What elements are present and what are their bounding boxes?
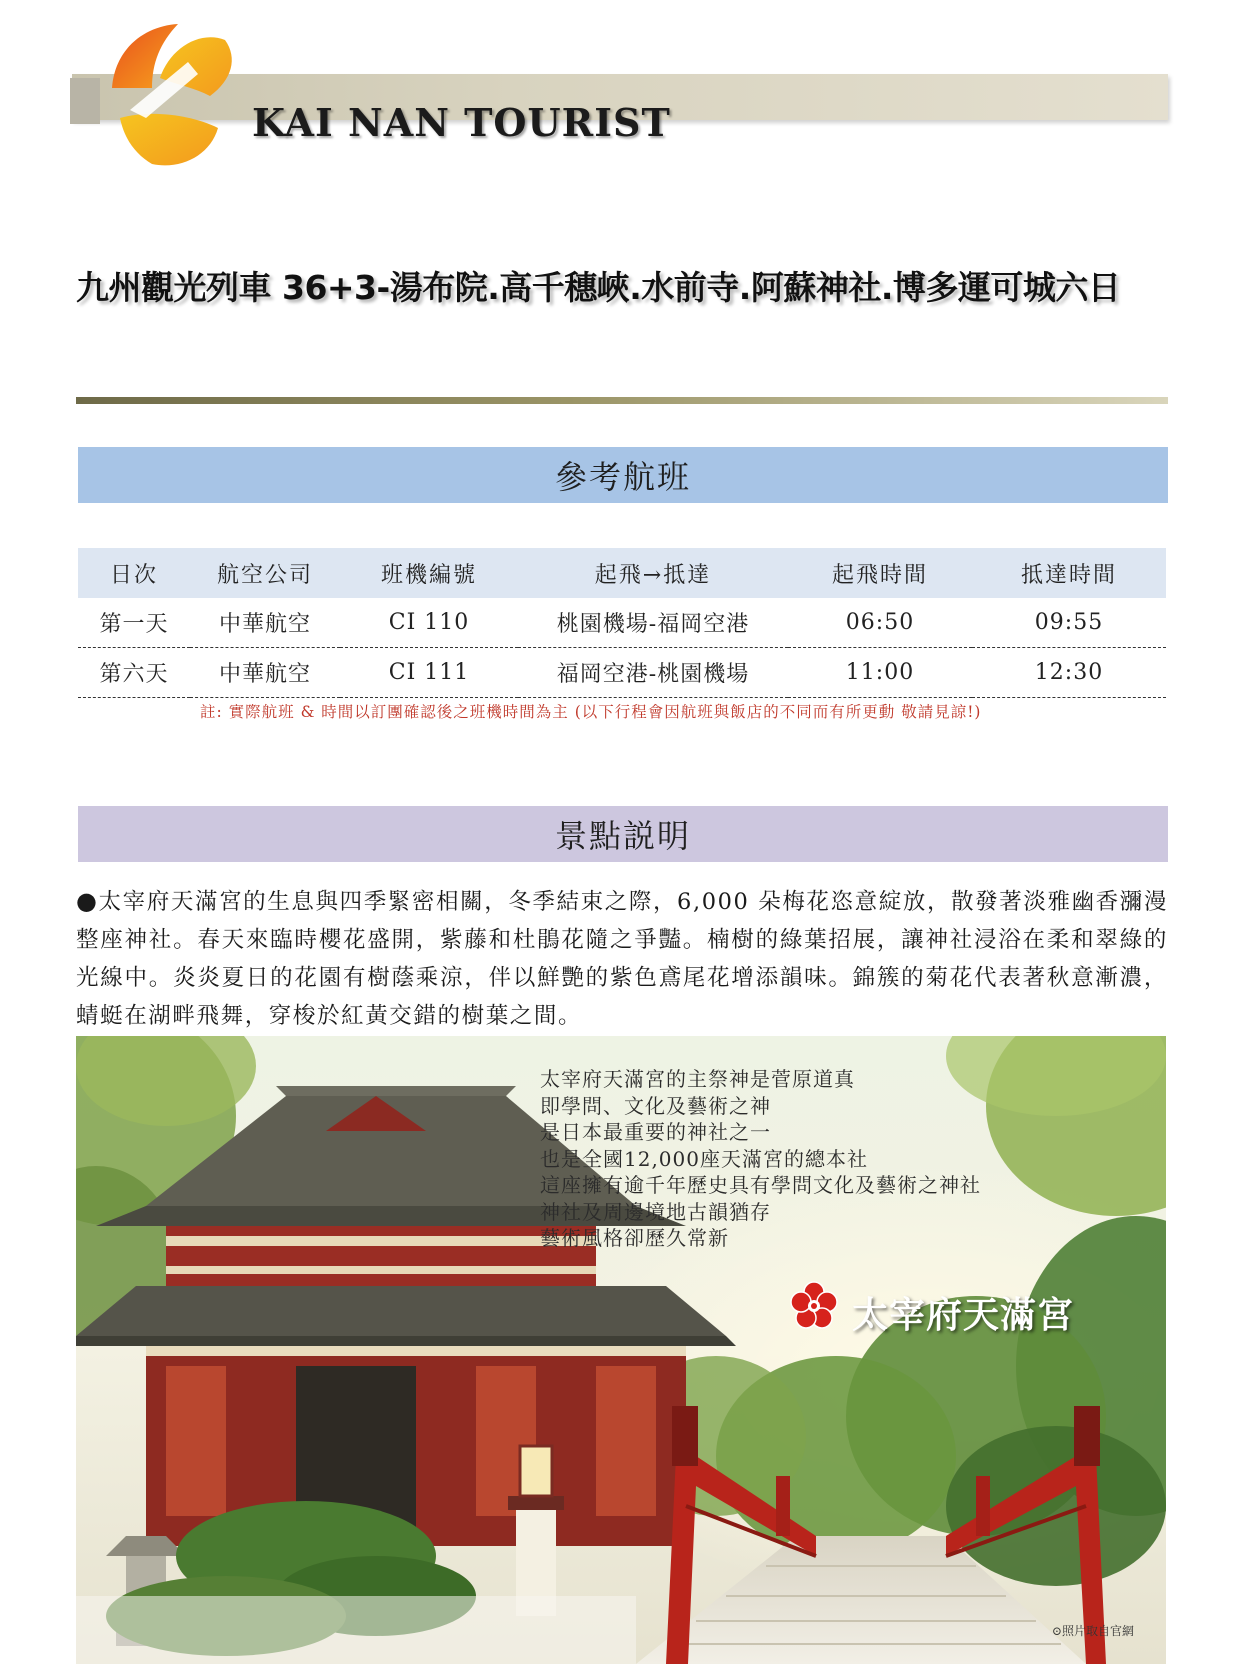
- table-cell: 09:55: [972, 598, 1166, 648]
- table-cell: 桃園機場-福岡空港: [518, 598, 788, 648]
- table-cell: 06:50: [788, 598, 972, 648]
- table-cell: 中華航空: [190, 648, 340, 698]
- flight-note: 註: 實際航班 & 時間以訂團確認後之班機時間為主 (以下行程會因航班與飯店的不同而有所更動 敬請見諒!): [200, 703, 982, 721]
- caption-line: 太宰府天滿宮的主祭神是菅原道真: [540, 1067, 855, 1091]
- page-title: 九州觀光列車 36+3-湯布院.高千穗峽.水前寺.阿蘇神社.博多運可城六日: [76, 268, 1121, 307]
- caption-line: 是日本最重要的神社之一: [540, 1120, 771, 1144]
- brand-name: KAI NAN TOURIST: [252, 100, 671, 145]
- table-cell: 福岡空港-桃園機場: [518, 648, 788, 698]
- flight-table: [78, 548, 1166, 698]
- shrine-name: 太宰府天滿宮: [852, 1294, 1075, 1336]
- spot-description: [76, 882, 1168, 1035]
- table-cell: 第一天: [78, 598, 190, 648]
- caption-line: 神社及周邊境地古韻猶存: [540, 1199, 771, 1224]
- column-header: 日次: [78, 548, 190, 598]
- caption-line: 藝術風格卻歷久常新: [540, 1226, 729, 1250]
- table-row: [78, 598, 1166, 648]
- flights-section-heading: 參考航班: [78, 447, 1168, 503]
- table-cell: CI 110: [340, 598, 518, 648]
- photo-caption: [540, 1066, 981, 1252]
- spots-section-heading: 景點説明: [78, 806, 1168, 862]
- kai-nan-logo-icon: [60, 18, 260, 178]
- plum-blossom-icon: [788, 1280, 840, 1332]
- table-cell: 12:30: [972, 648, 1166, 698]
- spot-description-text: 太宰府天滿宮的生息與四季緊密相關，冬季結束之際，6,000 朵梅花恣意綻放，散發著淡雅幽香瀰漫整座神社。春天來臨時櫻花盛開，紫藤和杜鵑花隨之爭豔。楠樹的綠葉招展，讓神社浸浴在柔和翠綠的光線中。炎炎夏日的花園有樹蔭乘涼，伴以鮮艷的紫色鳶尾花增添韻味。錦簇的菊花代表著秋意漸濃，蜻蜓在湖畔飛舞，穿梭於紅黃交錯的樹葉之間。: [76, 889, 1168, 1029]
- table-cell: 第六天: [78, 648, 190, 698]
- table-row: [78, 648, 1166, 698]
- caption-line: 這座擁有逾千年歷史具有學問文化及藝術之神社: [540, 1173, 981, 1197]
- bullet-icon: ●: [76, 887, 99, 915]
- flight-table-header: [78, 548, 1166, 598]
- table-cell: 中華航空: [190, 598, 340, 648]
- caption-line: 也是全國12,000座天滿宮的總本社: [540, 1146, 868, 1171]
- column-header: 航空公司: [190, 548, 340, 598]
- photo-credit: ⊙照片取自官網: [1052, 1624, 1135, 1638]
- table-cell: CI 111: [340, 648, 518, 698]
- column-header: 起飛時間: [788, 548, 972, 598]
- column-header: 抵達時間: [972, 548, 1166, 598]
- column-header: 班機編號: [340, 548, 518, 598]
- table-cell: 11:00: [788, 648, 972, 698]
- column-header: 起飛→抵達: [518, 548, 788, 598]
- title-divider: [76, 397, 1168, 404]
- caption-line: 即學問、文化及藝術之神: [540, 1093, 771, 1118]
